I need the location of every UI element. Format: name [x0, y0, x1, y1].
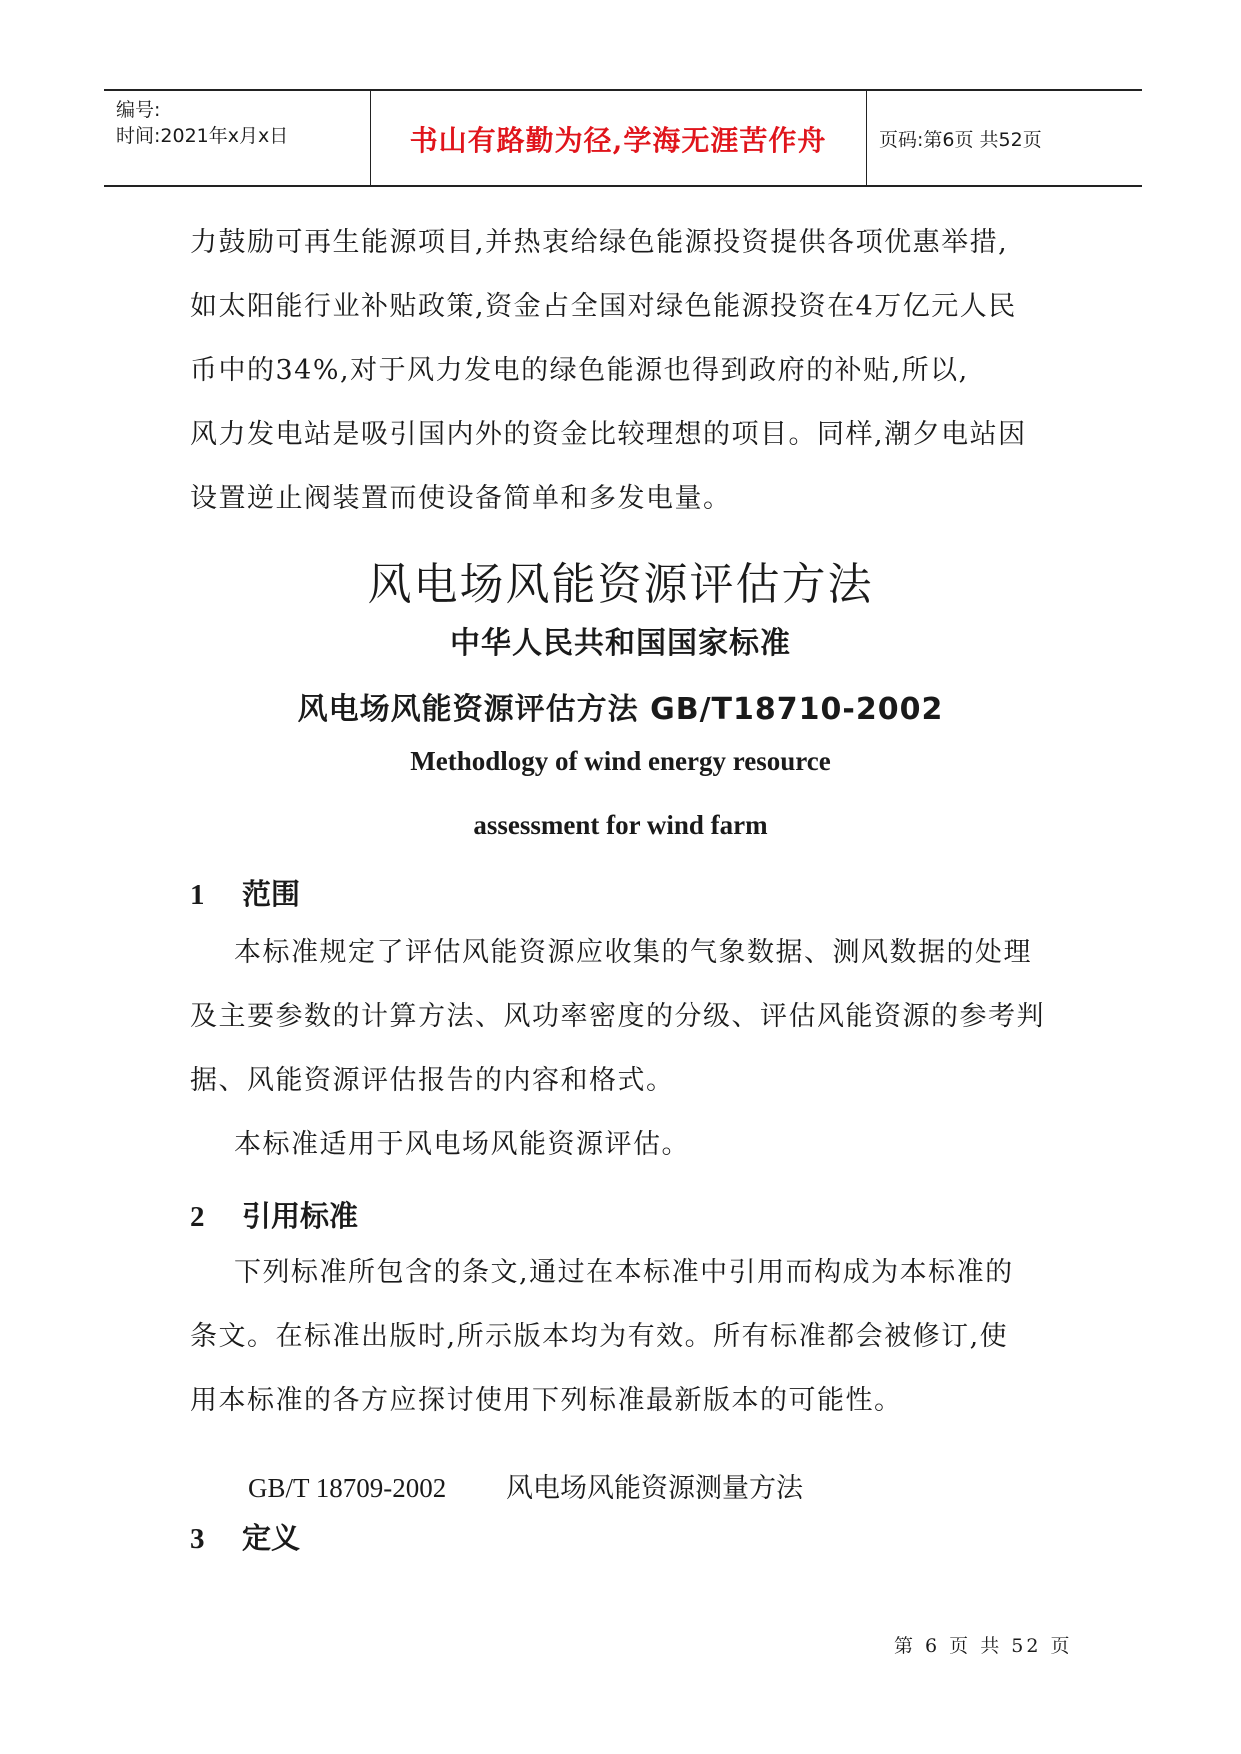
document-title: 风电场风能资源评估方法	[367, 559, 874, 610]
header-motto: 书山有路勤为径,学海无涯苦作舟	[409, 124, 827, 157]
intro-line: 风力发电站是吸引国内外的资金比较理想的项目。同样,潮夕电站因	[190, 419, 1027, 450]
standard-name-and-code: 风电场风能资源评估方法 GB/T18710-2002	[297, 692, 944, 727]
intro-line: 币中的34%,对于风力发电的绿色能源也得到政府的补贴,所以,	[190, 355, 969, 386]
section-heading	[190, 872, 300, 913]
reference-entry	[248, 1466, 803, 1505]
section-heading	[190, 1516, 300, 1557]
section-title: 定义	[242, 1521, 301, 1555]
standard-title: 中华人民共和国国家标准	[450, 626, 791, 661]
paragraph-line: 本标准规定了评估风能资源应收集的气象数据、测风数据的处理	[234, 937, 1032, 968]
header-motto-cell	[370, 91, 867, 185]
reference-name: 风电场风能资源测量方法	[506, 1473, 803, 1504]
english-title-line: assessment for wind farm	[473, 810, 768, 840]
section-number: 2	[190, 1201, 205, 1233]
header-info-cell	[104, 91, 371, 185]
page-footer: 第 6 页 共 52 页	[894, 1635, 1073, 1657]
paragraph-line: 及主要参数的计算方法、风功率密度的分级、评估风能资源的参考判	[190, 1001, 1045, 1032]
paragraph-line: 据、风能资源评估报告的内容和格式。	[190, 1065, 675, 1096]
document-number-label: 编号:	[116, 99, 161, 121]
section-title: 范围	[242, 877, 301, 911]
header-page-number: 页码:第6页 共52页	[879, 129, 1042, 151]
intro-line: 设置逆止阀装置而使设备简单和多发电量。	[190, 483, 732, 514]
intro-line: 力鼓励可再生能源项目,并热衷给绿色能源投资提供各项优惠举措,	[190, 227, 1009, 258]
intro-line: 如太阳能行业补贴政策,资金占全国对绿色能源投资在4万亿元人民	[190, 291, 1017, 322]
paragraph-line: 条文。在标准出版时,所示版本均为有效。所有标准都会被修订,使	[190, 1321, 1009, 1352]
section-number: 1	[190, 879, 205, 911]
english-title-line: Methodlogy of wind energy resource	[410, 746, 831, 776]
paragraph-line: 本标准适用于风电场风能资源评估。	[234, 1129, 690, 1160]
page-header	[104, 89, 1142, 187]
paragraph-line: 下列标准所包含的条文,通过在本标准中引用而构成为本标准的	[234, 1257, 1014, 1288]
section-title: 引用标准	[242, 1199, 359, 1233]
paragraph-line: 用本标准的各方应探讨使用下列标准最新版本的可能性。	[190, 1385, 903, 1416]
section-number: 3	[190, 1523, 205, 1555]
reference-code: GB/T 18709-2002	[248, 1473, 447, 1503]
header-page-cell	[867, 91, 1142, 185]
document-time-label: 时间:2021年x月x日	[116, 125, 289, 147]
section-heading	[190, 1194, 358, 1235]
